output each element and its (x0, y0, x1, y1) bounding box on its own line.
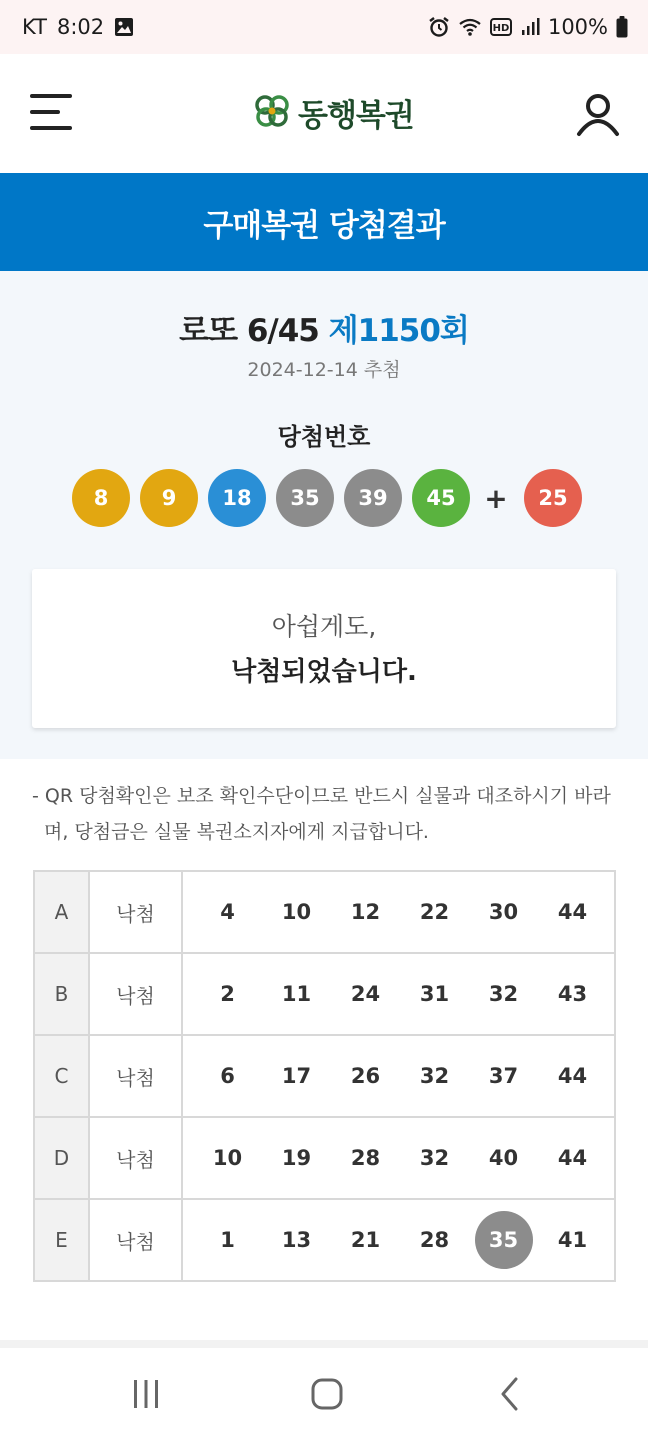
ticket-number (331, 883, 400, 941)
bonus-number-ball: 25 (524, 469, 582, 527)
ticket-number-value: 19 (281, 1146, 312, 1170)
recent-apps-icon[interactable] (124, 1376, 168, 1412)
ticket-row (34, 1117, 615, 1199)
winning-number-ball: 8 (72, 469, 130, 527)
winning-number-ball: 39 (344, 469, 402, 527)
ticket-number-value: 30 (488, 900, 519, 924)
ticket-number (400, 1211, 469, 1269)
clock: 8:02 (56, 15, 105, 39)
app-header (0, 54, 648, 173)
ticket-number-value: 41 (557, 1228, 588, 1252)
ticket-number-value: 26 (350, 1064, 381, 1088)
result-message-card (32, 569, 616, 728)
ticket-label: D (34, 1117, 89, 1199)
ticket-numbers (182, 1035, 615, 1117)
user-icon[interactable] (574, 90, 622, 138)
ticket-number-value: 43 (557, 982, 588, 1006)
ticket-number (193, 1211, 262, 1269)
winning-number-ball: 35 (276, 469, 334, 527)
result-message-line1: 아쉽게도, (271, 612, 377, 641)
ticket-number-value: 1 (220, 1228, 235, 1252)
ticket-row (34, 1199, 615, 1281)
ticket-number-value: 12 (350, 900, 381, 924)
ticket-label: E (34, 1199, 89, 1281)
wifi-icon (458, 17, 482, 37)
app-logo[interactable] (252, 90, 414, 134)
ticket-number-value: 13 (281, 1228, 312, 1252)
battery-icon (616, 16, 628, 38)
draw-result-panel (0, 271, 648, 759)
ticket-number-value: 44 (557, 1146, 588, 1170)
ticket-result: 낙첨 (89, 1117, 182, 1199)
ticket-number-value: 28 (419, 1228, 450, 1252)
ticket-label: A (34, 871, 89, 953)
ticket-numbers (182, 1199, 615, 1281)
ticket-number (193, 1047, 262, 1105)
logo-text: 동행복권 (298, 97, 414, 134)
ticket-result: 낙첨 (89, 953, 182, 1035)
ticket-result: 낙첨 (89, 1199, 182, 1281)
result-banner (0, 173, 648, 271)
ticket-number (538, 965, 607, 1023)
ticket-number (469, 965, 538, 1023)
ticket-numbers (182, 871, 615, 953)
ticket-number (538, 883, 607, 941)
matched-number-value: 35 (475, 1211, 533, 1269)
gallery-notification-icon (114, 17, 134, 37)
svg-text:HD: HD (492, 23, 510, 34)
ticket-row (34, 1035, 615, 1117)
ticket-numbers (182, 1117, 615, 1199)
home-icon[interactable] (305, 1376, 349, 1412)
ticket-label: B (34, 953, 89, 1035)
clover-logo-icon (252, 90, 292, 134)
ticket-number (193, 1129, 262, 1187)
winning-number-ball: 9 (140, 469, 198, 527)
ticket-result: 낙첨 (89, 1035, 182, 1117)
ticket-number (193, 883, 262, 941)
ticket-number (538, 1211, 607, 1269)
ticket-number (400, 965, 469, 1023)
game-name: 로또 6/45 (179, 313, 319, 349)
winning-number-ball: 18 (208, 469, 266, 527)
ticket-number (469, 883, 538, 941)
system-nav-bar (0, 1348, 648, 1440)
ticket-number-value: 6 (220, 1064, 235, 1088)
ticket-number (538, 1047, 607, 1105)
ticket-number (331, 1129, 400, 1187)
bonus-plus-sign: + (484, 481, 508, 515)
ticket-numbers (182, 953, 615, 1035)
ticket-number-value: 10 (212, 1146, 243, 1170)
ticket-number-value: 10 (281, 900, 312, 924)
ticket-number (262, 965, 331, 1023)
ticket-number (400, 1047, 469, 1105)
draw-title (0, 305, 648, 350)
ticket-row (34, 953, 615, 1035)
winning-number-ball: 45 (412, 469, 470, 527)
ticket-result: 낙첨 (89, 871, 182, 953)
ticket-number (331, 965, 400, 1023)
hd-voice-icon (490, 18, 512, 36)
ticket-number-value: 28 (350, 1146, 381, 1170)
ticket-number (400, 883, 469, 941)
ticket-number-value: 40 (488, 1146, 519, 1170)
back-icon[interactable] (488, 1376, 532, 1412)
ticket-number (538, 1129, 607, 1187)
ticket-number-value: 44 (557, 1064, 588, 1088)
ticket-number-value: 44 (557, 900, 588, 924)
ticket-number (193, 965, 262, 1023)
draw-round: 제1150회 (328, 313, 469, 349)
matched-number (469, 1211, 538, 1269)
ticket-number-value: 17 (281, 1064, 312, 1088)
ticket-label: C (34, 1035, 89, 1117)
draw-date: 2024-12-14 추첨 (247, 359, 401, 381)
ticket-number-value: 22 (419, 900, 450, 924)
banner-title: 구매복권 당첨결과 (203, 207, 445, 244)
ticket-table (33, 870, 616, 1282)
alarm-icon (428, 16, 450, 38)
ticket-number-value: 2 (220, 982, 235, 1006)
ticket-number-value: 32 (419, 1146, 450, 1170)
ticket-number (262, 1047, 331, 1105)
status-bar (0, 0, 648, 54)
ticket-number (262, 1129, 331, 1187)
carrier-label: KT (22, 15, 47, 39)
ticket-number-value: 24 (350, 982, 381, 1006)
ticket-number-value: 21 (350, 1228, 381, 1252)
ticket-number (331, 1211, 400, 1269)
ticket-number (469, 1047, 538, 1105)
winning-numbers-label: 당첨번호 (277, 423, 371, 451)
winning-numbers-row (72, 469, 592, 527)
ticket-number-value: 32 (488, 982, 519, 1006)
signal-icon (520, 18, 540, 36)
result-message-line2: 낙첨되었습니다. (231, 657, 417, 687)
status-left (22, 15, 134, 39)
status-right (428, 15, 628, 39)
hamburger-menu-icon[interactable] (30, 94, 72, 130)
ticket-number (400, 1129, 469, 1187)
ticket-number (262, 883, 331, 941)
battery-percent: 100% (547, 15, 608, 39)
ticket-number-value: 4 (220, 900, 235, 924)
ticket-number-value: 37 (488, 1064, 519, 1088)
divider (0, 1340, 648, 1348)
ticket-number (262, 1211, 331, 1269)
ticket-number-value: 31 (419, 982, 450, 1006)
ticket-number (331, 1047, 400, 1105)
ticket-row (34, 871, 615, 953)
ticket-number-value: 11 (281, 982, 312, 1006)
ticket-number-value: 32 (419, 1064, 450, 1088)
qr-notice: - QR 당첨확인은 보조 확인수단이므로 반드시 실물과 대조하시기 바라며, 당첨금은 실물 복권소지자에게 지급합니다. (32, 785, 611, 843)
ticket-number (469, 1129, 538, 1187)
